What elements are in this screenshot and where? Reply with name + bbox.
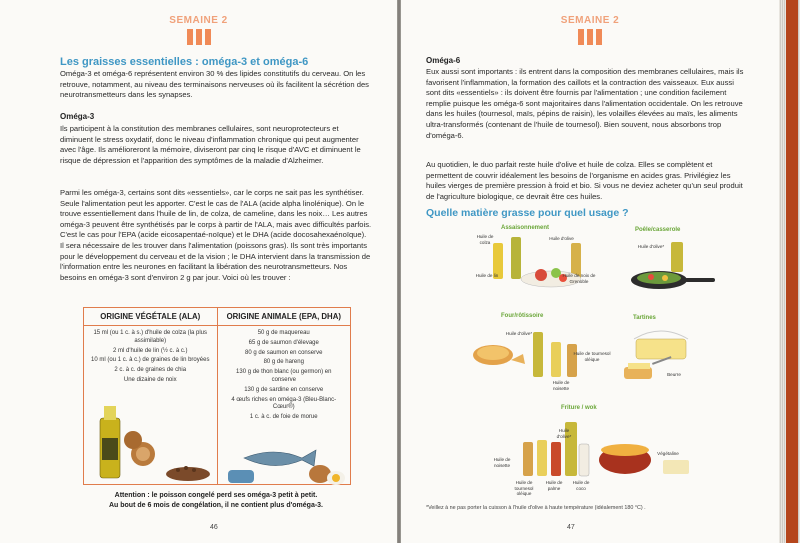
table-cell: 50 g de maquereau xyxy=(257,330,310,336)
label-noix: Huile de noix de Grenoble xyxy=(562,273,596,284)
col-header-animal: ORIGINE ANIMALE (EPA, DHA) xyxy=(217,308,351,325)
left-page xyxy=(0,0,397,543)
table-cell: 15 ml (ou 1 c. à s.) d'huile de colza (la plus assimilable) xyxy=(93,330,208,344)
label-beurre: Beurre xyxy=(667,372,681,377)
wok-title: Friture / wok xyxy=(561,405,597,411)
col-animal xyxy=(217,326,351,484)
section-title: Les graisses essentielles : oméga-3 et oméga-6 xyxy=(60,56,309,68)
label-vegetaline: Végétaline xyxy=(657,451,679,456)
week-label: SEMAINE 2 xyxy=(560,15,620,26)
table-cell: 2 c. à c. de graines de chia xyxy=(114,367,187,374)
table-header xyxy=(84,308,350,326)
table-cell: 2 ml d'huile de lin (½ c. à c.) xyxy=(112,347,188,354)
label-oven-noisette: Huile de noisette xyxy=(552,380,570,391)
pan-title: Poêle/casserole xyxy=(635,227,681,233)
table-cell: Une dizaine de noix xyxy=(123,376,177,383)
pan-illustration xyxy=(621,240,721,295)
label-wok-coco: Huile de coco xyxy=(572,480,590,491)
freezing-warning xyxy=(60,491,372,511)
page-number-right: 47 xyxy=(567,524,575,531)
right-page xyxy=(401,0,779,543)
table-cell: 1 c. à c. de foie de morue xyxy=(249,414,318,421)
table-cell: 130 g de sardine en conserve xyxy=(244,386,324,393)
label-lin: Huile de lin xyxy=(475,273,499,278)
spreads-title: Tartines xyxy=(633,315,656,321)
week-label: SEMAINE 2 xyxy=(169,15,228,26)
table-cell: 4 œufs riches en oméga-3 (Bleu-Blanc-Cœur®) xyxy=(231,396,337,411)
col-header-vegetal: ORIGINE VÉGÉTALE (ALA) xyxy=(100,312,201,321)
oil-nuts-seeds-illustration xyxy=(88,404,213,484)
daily-paragraph: Au quotidien, le duo parfait reste huile d'olive et huile de colza. Elles se complètent et permettent de couvrir idéalement les besoins de l'organisme en acides gras. Privilégiez les huiles vierges de première pression à froid et bio. Si vous ne deviez acheter qu'un seul produit de l'agriculture biologique, ce devrait être ces huiles. xyxy=(426,160,743,201)
label-wok-olive: Huile d'olive* xyxy=(556,428,572,439)
essential-paragraph: Parmi les oméga-3, certains sont dits «essentiels», car le corps ne sait pas les synthétiser. Seule l'alimentation peut les apporter. C'est le cas de l'ALA (acide alpha linolénique). On le trouve essentiellement dans l'huile de lin, de colza, de cameline, dans les noix… Les autres oméga-3 peuvent être synthétisés par le corps à partir de l'ALA, mais avec difficultés parfois. C'est le cas pour l'EPA (acide eicosapentaé-noïque) et le DHA (acide docosahexaénoïque). Il sera nécessaire de les trouver dans l'alimentation (poissons gras). Ils sont très importants pour le développement du cerveau et de la vision ; le DHA intervient dans la transmission de l'information entre les neurones en facilitant la libération des neurotransmetteurs. Nos besoins en oméga-3 sont d'environ 2 g par jour. Voici où les trouver : xyxy=(60,188,372,282)
table-cell: 80 g de saumon en conserve xyxy=(245,349,323,356)
page-number-left: 46 xyxy=(210,524,218,531)
omega3-sources-table xyxy=(83,307,351,485)
label-wok-noisette: Huile de noisette xyxy=(493,457,511,468)
label-oven-olive: Huile d'olive* xyxy=(505,331,533,336)
olive-footnote: *Veillez à ne pas porter la cuisson à l'huile d'olive à haute température (idéalement 180 °C) . xyxy=(426,505,646,511)
week-header xyxy=(401,15,779,45)
usage-question: Quelle matière grasse pour quel usage ? xyxy=(426,207,629,219)
seasoning-title: Assaisonnement xyxy=(501,225,550,231)
omega6-heading: Oméga-6 xyxy=(426,56,461,65)
intro-paragraph: Oméga-3 et oméga-6 représentent environ 30 % des lipides constitutifs du cerveau. On les retrouve, notamment, au niveau des terminaisons nerveuses où ils facilitent la sécrétion des neurotransmetteurs dans les synapses. xyxy=(60,69,369,100)
week-bars-icon xyxy=(0,29,397,45)
warning-line-1: Attention : le poisson congelé perd ses oméga-3 petit à petit. xyxy=(114,492,318,499)
warning-line-2: Au bout de 6 mois de congélation, il ne contient plus d'oméga-3. xyxy=(108,502,324,509)
spreads-illustration xyxy=(616,325,706,390)
oven-title: Four/rôtissoire xyxy=(501,313,544,319)
label-olive: Huile d'olive xyxy=(549,236,574,241)
fish-eggs-can-illustration xyxy=(224,446,349,486)
label-oven-tournesol: Huile de tournesol oléique xyxy=(573,351,611,362)
table-cell: 65 g de saumon d'élevage xyxy=(248,339,319,346)
label-wok-tournesol: Huile de tournesol oléique xyxy=(514,480,534,496)
week-header xyxy=(0,15,397,45)
table-cell: 130 g de thon blanc (ou germon) en conserve xyxy=(236,369,332,383)
omega6-paragraph: Eux aussi sont importants : ils entrent dans la composition des membranes cellulaires, mais ils favorisent l'inflammation, la formation des caillots et la contraction des vaisseaux. Eux aussi sont dits «essentiels» : ils doivent être fournis par l'alimentation ; une condition facilement remplie puisque les oméga-6 sont majoritaires dans l'alimentation occidentale. On les retrouve dans les huiles (tournesol, maïs, pépins de raisin), les volailles élevées au maïs, les aliments ultra-transformés (contenant de l'huile de tournesol). Bien souvent, nous absorbons trop d'oméga-6. xyxy=(426,67,744,140)
table-cell: 10 ml (ou 1 c. à c.) de graines de lin broyées xyxy=(91,357,210,364)
label-colza: Huile de colza xyxy=(476,234,494,245)
week-bars-icon xyxy=(401,29,779,45)
omega3-paragraph: Ils participent à la constitution des membranes cellulaires, sont neuroprotecteurs et diminuent le stress oxydatif, donc le niveau d'inflammation chronique qui peut augmenter avec l'âge. Ils amélioreront la mémoire, diviseront par cinq le risque d'AVC et diminuent le risque de dépression et l'apparition des symptômes de la maladie d'Alzheimer. xyxy=(60,124,361,165)
cover-edge xyxy=(786,0,798,543)
label-wok-palme: Huile de palme xyxy=(545,480,563,491)
col-vegetal xyxy=(84,326,217,484)
omega3-heading: Oméga-3 xyxy=(60,112,95,121)
table-cell: 80 g de hareng xyxy=(263,359,304,366)
label-pan-olive: Huile d'olive* xyxy=(637,244,665,249)
